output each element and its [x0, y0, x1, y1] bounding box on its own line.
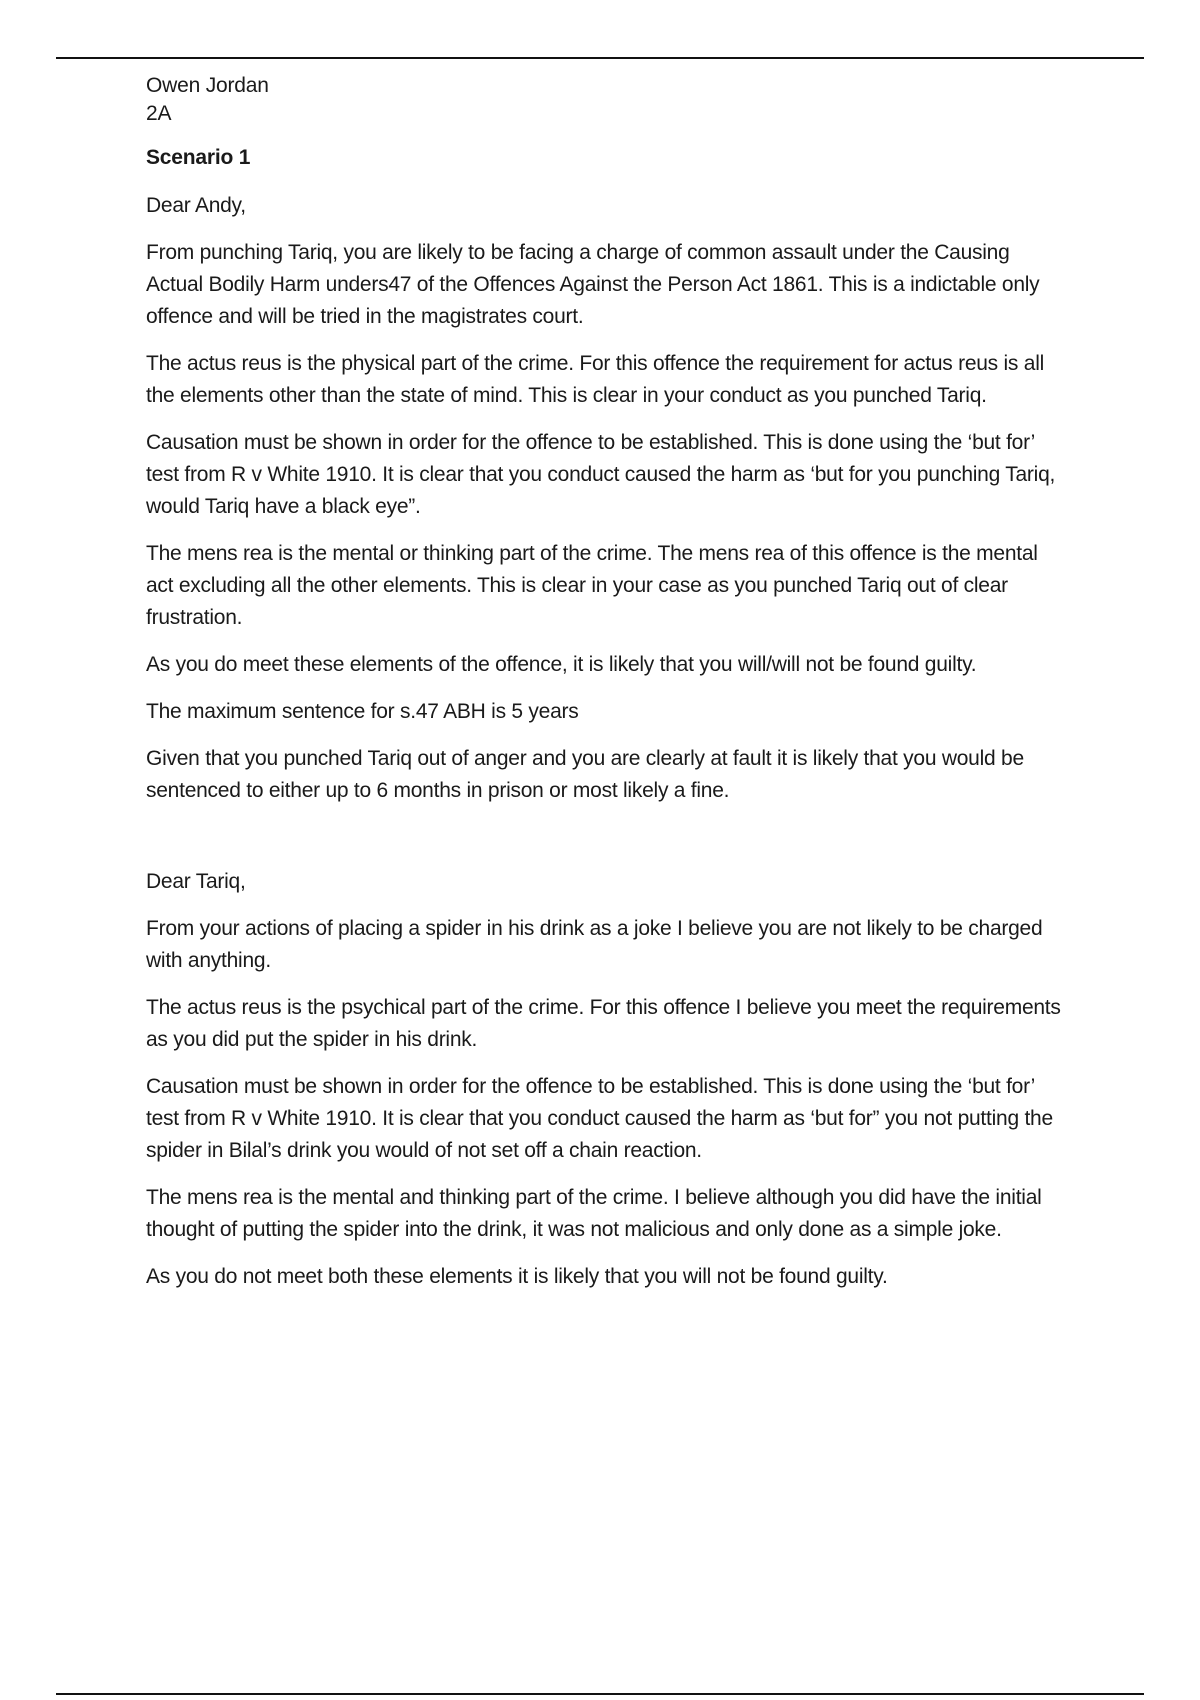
- header-rule: [56, 57, 1144, 59]
- letter2-paragraph: The actus reus is the psychical part of the crime. For this offence I believe you meet the requirements as you did put the spider in his drink.: [146, 996, 1061, 1051]
- letter1-paragraph: Causation must be shown in order for the offence to be established. This is done using the ‘but for’ test from R v White 1910. It is clear that you conduct caused the harm as ‘but for you punching Tariq, would Tariq have a black eye”.: [146, 431, 1056, 518]
- letter2-paragraph: As you do not meet both these elements it is likely that you will not be found guilty.: [146, 1265, 888, 1288]
- letter1-salutation: Dear Andy,: [146, 194, 246, 217]
- footer-rule: [56, 1693, 1144, 1695]
- letter1-paragraph: The actus reus is the physical part of the crime. For this offence the requirement for actus reus is all the elements other than the state of mind. This is clear in your conduct as you punched Tariq.: [146, 352, 1045, 407]
- letter1-paragraph: From punching Tariq, you are likely to be facing a charge of common assault under the Causing Actual Bodily Harm unders47 of the Offences Against the Person Act 1861. This is a indictable only offence and will be tried in the magistrates court.: [146, 241, 1040, 328]
- document-page: [146, 72, 1066, 1308]
- letter1-paragraph: The mens rea is the mental or thinking part of the crime. The mens rea of this offence is the mental act excluding all the other elements. This is clear in your case as you punched Tariq out of clear frustration.: [146, 542, 1038, 629]
- letter-gap: [146, 822, 1066, 866]
- scenario-heading: Scenario 1: [146, 146, 251, 169]
- letter1-paragraph: As you do meet these elements of the offence, it is likely that you will/will not be found guilty.: [146, 653, 977, 676]
- letter2-paragraph: The mens rea is the mental and thinking part of the crime. I believe although you did have the initial thought of putting the spider into the drink, it was not malicious and only done as a simple joke.: [146, 1186, 1042, 1241]
- letter2-salutation: Dear Tariq,: [146, 870, 246, 893]
- letter1-paragraph: Given that you punched Tariq out of anger and you are clearly at fault it is likely that you would be sentenced to either up to 6 months in prison or most likely a fine.: [146, 747, 1024, 802]
- letter1-paragraph: The maximum sentence for s.47 ABH is 5 years: [146, 700, 579, 723]
- author-name: Owen Jordan: [146, 74, 269, 97]
- letter2-paragraph: From your actions of placing a spider in his drink as a joke I believe you are not likely to be charged with anything.: [146, 917, 1043, 972]
- author-group: 2A: [146, 102, 172, 125]
- letter2-paragraph: Causation must be shown in order for the offence to be established. This is done using the ‘but for’ test from R v White 1910. It is clear that you conduct caused the harm as ‘but for” you not putting the spider in Bilal’s drink you would of not set off a chain reaction.: [146, 1075, 1053, 1162]
